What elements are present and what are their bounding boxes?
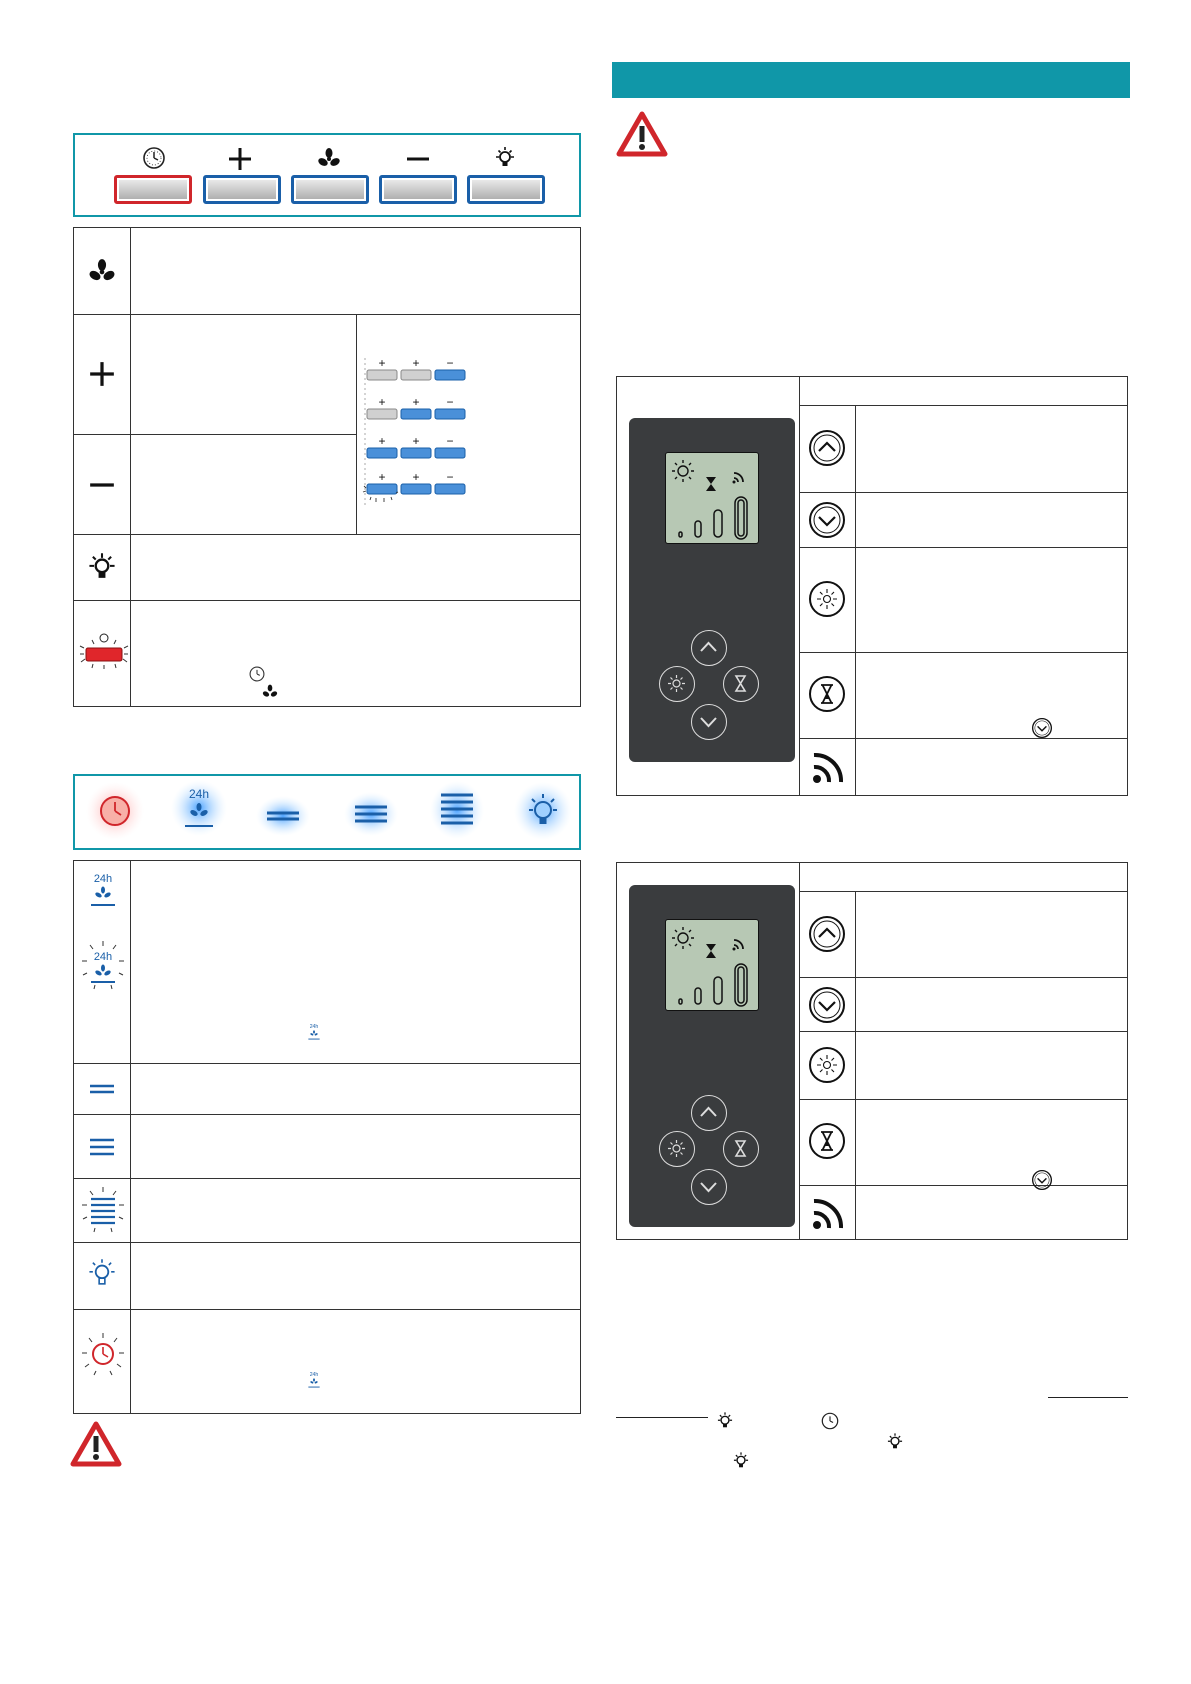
table-row (88, 360, 116, 388)
lcd-display (665, 919, 759, 1011)
light-icon (884, 1431, 906, 1453)
svg-text:24h: 24h (93, 873, 113, 885)
light-icon (714, 1410, 736, 1432)
remote-control (629, 885, 795, 1227)
speed-states (362, 358, 492, 508)
table-row (86, 551, 118, 583)
svg-text:−: − (446, 395, 454, 409)
speed-2-icon (88, 1135, 116, 1159)
svg-text:24h: 24h (188, 787, 210, 801)
svg-text:+: + (378, 434, 386, 448)
remote-table-2 (616, 862, 1128, 1240)
plus-icon (227, 146, 253, 172)
down-arrow-small-icon (1031, 717, 1053, 739)
svg-text:−: − (446, 470, 454, 484)
down-arrow-icon (807, 985, 847, 1025)
clock-blink-icon (80, 1331, 126, 1377)
svg-text:24h: 24h (309, 1024, 319, 1031)
svg-text:+: + (412, 470, 420, 484)
timer-button[interactable] (114, 175, 192, 204)
table-row (88, 471, 116, 499)
speed-1-icon (255, 790, 311, 838)
clock-glow-icon (85, 781, 145, 841)
speed-3-icon (429, 780, 485, 842)
table-row (88, 258, 116, 286)
fan-icon (88, 258, 116, 286)
fan-button[interactable] (291, 175, 369, 204)
24h-small-icon (306, 1369, 322, 1391)
timer-clock-small-icon (248, 665, 266, 683)
warning-icon (70, 1420, 122, 1468)
table-row (78, 632, 130, 674)
svg-text:−: − (446, 358, 454, 370)
timer-blink-icon (78, 632, 130, 674)
light-icon (491, 144, 519, 172)
remote-down-button[interactable] (691, 704, 727, 740)
light-icon (86, 1257, 118, 1289)
remote-control (629, 418, 795, 762)
fan-small-icon (262, 684, 278, 700)
timer-icon (807, 1121, 847, 1161)
table-1 (73, 227, 581, 707)
underline-mark (616, 1417, 708, 1418)
clock-icon (820, 1411, 840, 1431)
light-button[interactable] (467, 175, 545, 204)
svg-text:+: + (412, 395, 420, 409)
speed-3-blink-icon (80, 1185, 126, 1235)
up-arrow-icon (807, 428, 847, 468)
svg-text:+: + (412, 434, 420, 448)
svg-text:24h: 24h (309, 1372, 319, 1379)
speed-2-icon (343, 788, 399, 838)
remote-up-button[interactable] (691, 1095, 727, 1131)
svg-text:+: + (378, 470, 386, 484)
timer-icon (807, 674, 847, 714)
light-icon (86, 551, 118, 583)
up-arrow-icon (807, 914, 847, 954)
warning-icon (616, 110, 668, 158)
plus-button[interactable] (203, 175, 281, 204)
control-panel-2 (73, 774, 581, 850)
remote-down-button[interactable] (691, 1169, 727, 1205)
svg-text:+: + (378, 358, 386, 370)
remote-light-button[interactable] (659, 1131, 695, 1167)
24h-fan-icon (86, 871, 120, 909)
down-arrow-icon (807, 500, 847, 540)
svg-text:−: − (446, 434, 454, 448)
minus-icon (405, 146, 431, 172)
lcd-display (665, 452, 759, 544)
24h-fan-icon (169, 780, 229, 840)
clock-icon (141, 145, 167, 171)
signal-icon (809, 1195, 847, 1233)
remote-light-button[interactable] (659, 666, 695, 702)
svg-text:24h: 24h (93, 951, 113, 963)
plus-icon (88, 360, 116, 388)
fan-icon (317, 147, 341, 171)
light-icon (807, 1045, 847, 1085)
remote-table-1 (616, 376, 1128, 796)
table-2 (73, 860, 581, 1414)
control-panel-1 (73, 133, 581, 217)
minus-icon (88, 471, 116, 499)
remote-timer-button[interactable] (723, 666, 759, 702)
minus-button[interactable] (379, 175, 457, 204)
remote-up-button[interactable] (691, 630, 727, 666)
light-glow-icon (513, 781, 573, 841)
24h-fan-blink-icon (80, 939, 126, 995)
light-icon (807, 579, 847, 619)
underline-mark (1048, 1397, 1128, 1398)
light-icon (730, 1450, 752, 1472)
remote-timer-button[interactable] (723, 1131, 759, 1167)
svg-text:+: + (378, 395, 386, 409)
down-arrow-small-icon (1031, 1169, 1053, 1191)
svg-text:+: + (412, 358, 420, 370)
signal-icon (809, 749, 847, 787)
speed-1-icon (88, 1079, 116, 1099)
section-header-bar (612, 62, 1130, 98)
24h-small-icon (306, 1021, 322, 1043)
